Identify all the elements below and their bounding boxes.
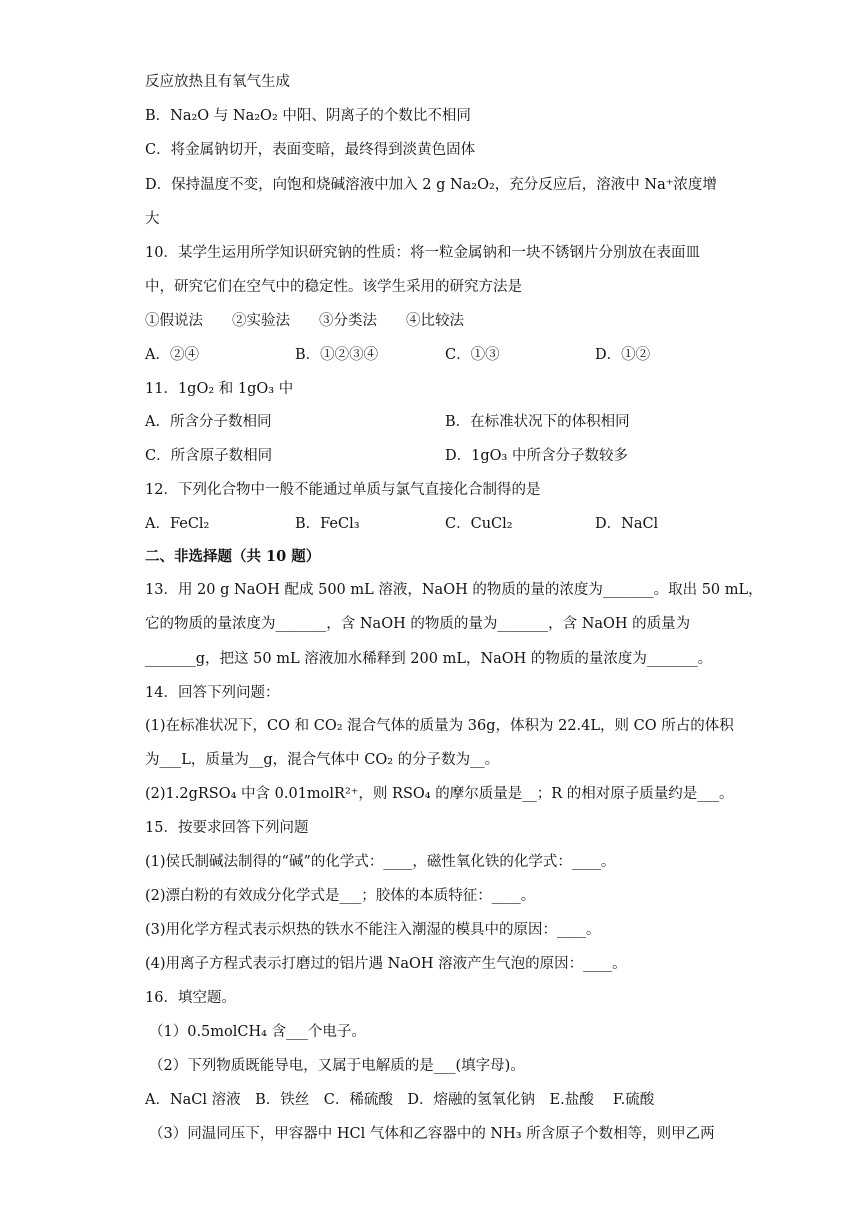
q9-option-d-line2: 大 — [145, 211, 160, 227]
q9-option-c: C．将金属钠切开，表面变暗，最终得到淡黄色固体 — [145, 142, 476, 158]
q13-line2: 它的物质的量浓度为_______，含 NaOH 的物质的量为_______，含 NaOH 的质量为 — [145, 616, 691, 632]
q12-option-b: B．FeCl₃ — [295, 516, 360, 532]
q15-part3: (3)用化学方程式表示炽热的铁水不能注入潮湿的模具中的原因：____。 — [145, 922, 601, 938]
q15-part1: (1)侯氏制碱法制得的“碱”的化学式：____，磁性氧化铁的化学式：____。 — [145, 854, 616, 870]
q12-option-d: D．NaCl — [595, 516, 659, 532]
q10-option-b: B．①②③④ — [295, 347, 379, 363]
q10-stem-line1: 10．某学生运用所学知识研究钠的性质：将一粒金属钠和一块不锈钢片分别放在表面皿 — [145, 245, 700, 261]
q15-part2: (2)漂白粉的有效成分化学式是___；胶体的本质特征：____。 — [145, 888, 536, 904]
q12-option-c: C．CuCl₂ — [445, 516, 513, 532]
q11-option-a: A．所含分子数相同 — [145, 414, 272, 430]
q16-part1: （1）0.5molCH₄ 含___个电子。 — [149, 1024, 366, 1040]
q12-stem: 12．下列化合物中一般不能通过单质与氯气直接化合制得的是 — [145, 482, 541, 498]
q15-stem: 15．按要求回答下列问题 — [145, 820, 309, 836]
q16-part3: （3）同温同压下，甲容器中 HCl 气体和乙容器中的 NH₃ 所含原子个数相等，则甲乙两 — [149, 1126, 715, 1142]
q13-line1: 13．用 20 g NaOH 配成 500 mL 溶液，NaOH 的物质的量的浓度为_______。取出 50 mL， — [145, 582, 763, 598]
q10-stem-line2: 中，研究它们在空气中的稳定性。该学生采用的研究方法是 — [145, 279, 522, 295]
q11-option-d: D．1gO₃ 中所含分子数较多 — [445, 448, 628, 464]
section-heading: 二、非选择题（共 10 题） — [145, 548, 321, 565]
q10-methods: ①假说法 ②实验法 ③分类法 ④比较法 — [145, 313, 464, 329]
q14-part2: (2)1.2gRSO₄ 中含 0.01molR²⁺，则 RSO₄ 的摩尔质量是__；R 的相对原子质量约是___。 — [145, 786, 734, 802]
q13-line3: _______g，把这 50 mL 溶液加水稀释到 200 mL，NaOH 的物质的量浓度为_______。 — [145, 651, 713, 667]
q14-stem: 14．回答下列问题： — [145, 685, 280, 701]
q12-option-a: A．FeCl₂ — [145, 516, 210, 532]
q15-part4: (4)用离子方程式表示打磨过的铝片遇 NaOH 溶液产生气泡的原因：____。 — [145, 956, 627, 972]
q14-part1-line1: (1)在标准状况下，CO 和 CO₂ 混合气体的质量为 36g，体积为 22.4L，则 CO 所占的体积 — [145, 718, 734, 734]
q11-option-b: B．在标准状况下的体积相同 — [445, 414, 630, 430]
q11-stem: 11．1gO₂ 和 1gO₃ 中 — [145, 381, 294, 397]
q9-option-d-line1: D．保持温度不变，向饱和烧碱溶液中加入 2 g Na₂O₂，充分反应后，溶液中 Na⁺浓度增 — [145, 177, 717, 193]
q9-option-b: B．Na₂O 与 Na₂O₂ 中阳、阴离子的个数比不相同 — [145, 108, 471, 124]
q14-part1-line2: 为___L，质量为__g，混合气体中 CO₂ 的分子数为__。 — [145, 752, 500, 768]
q9-stem-tail: 反应放热且有氧气生成 — [145, 74, 290, 90]
q10-option-a: A．②④ — [145, 347, 199, 363]
q16-stem: 16．填空题。 — [145, 990, 236, 1006]
q10-option-c: C．①③ — [445, 347, 500, 363]
q16-part2-options: A．NaCl 溶液 B．铁丝 C．稀硫酸 D．熔融的氢氧化钠 E.盐酸 F.硫酸 — [145, 1092, 655, 1108]
q11-option-c: C．所含原子数相同 — [145, 448, 273, 464]
q16-part2: （2）下列物质既能导电，又属于电解质的是___(填字母)。 — [149, 1058, 525, 1074]
q10-option-d: D．①② — [595, 347, 651, 363]
